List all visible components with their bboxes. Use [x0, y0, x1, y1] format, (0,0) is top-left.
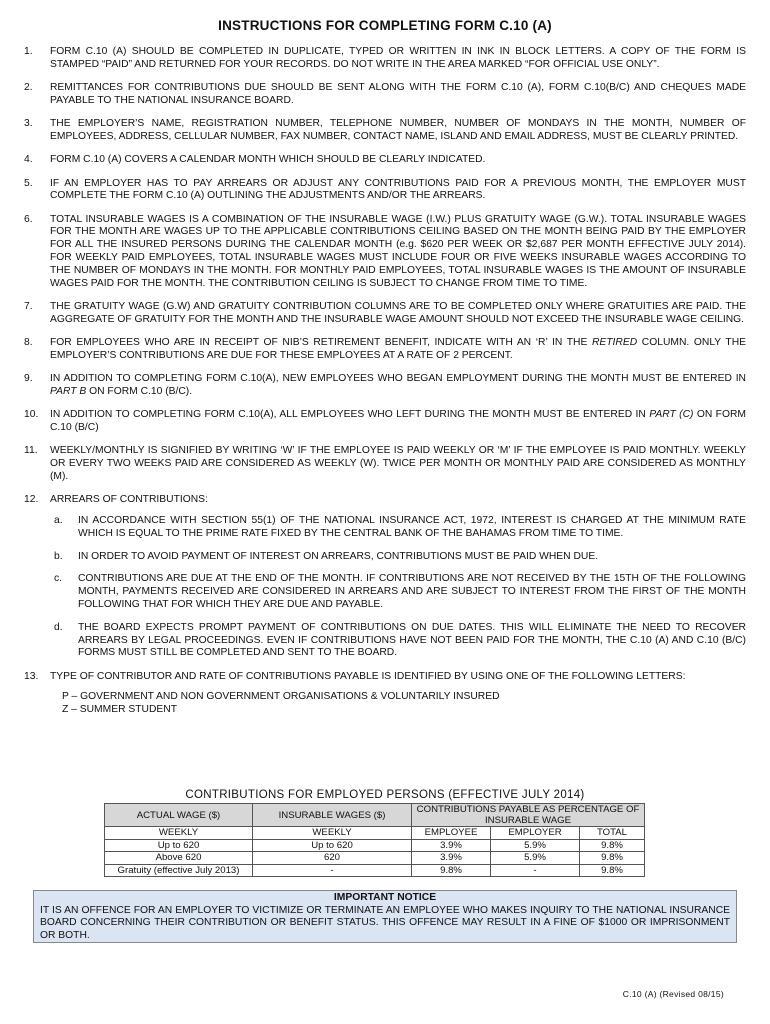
item-number: 8. — [24, 337, 33, 349]
item-text: TOTAL INSURABLE WAGES IS A COMBINATION OF THE INSURABLE WAGE (I.W.) PLUS GRATUITY WAGE (G.W.). TOTAL INSURABLE WAGES FOR THE MONTH ARE WAGES UP TO THE APPLICABLE CONTRIBUTIONS CEILING BASED ON THE MONTH BEING PAID BY THE EMPLOYER FOR ALL THE INSURED PERSONS DURING THE CALENDAR MONTH (e.g. $620 PER WEEK OR $2,687 PER MONTH EFFECTIVE JULY 2014). FOR WEEKLY PAID EMPLOYEES, TOTAL INSURABLE WAGES MUST INCLUDE FOUR OR FIVE WEEKS INSURABLE WAGES ACCORDING TO THE NUMBER OF MONDAYS IN THE MONTH. FOR MONTHLY PAID EMPLOYEES, TOTAL INSURABLE WAGES IS THE AMOUNT OF INSURABLE WAGES PAID FOR THE MONTH. THE CONTRIBUTION CEILING IS SUBJECT TO CHANGE FROM TIME TO TIME. — [50, 213, 746, 289]
table-cell: 5.9% — [491, 839, 580, 852]
item-text: REMITTANCES FOR CONTRIBUTIONS DUE SHOULD BE SENT ALONG WITH THE FORM C.10 (A), FORM C.10(B/C) AND CHEQUES MADE PAYABLE TO THE NATIONAL INSURANCE BOARD. — [50, 82, 746, 106]
table-cell: Up to 620 — [105, 839, 253, 852]
table-cell: 9.8% — [580, 852, 645, 865]
sub-item-letter: d. — [54, 621, 63, 633]
page-title: INSTRUCTIONS FOR COMPLETING FORM C.10 (A) — [218, 18, 552, 33]
sub-item-text: IN ACCORDANCE WITH SECTION 55(1) OF THE NATIONAL INSURANCE ACT, 1972, INTEREST IS CHARGED AT THE MINIMUM RATE WHICH IS EQUAL TO THE PRIME RATE FIXED BY THE CENTRAL BANK OF THE BAHAMAS FROM TIME TO TIME. — [78, 515, 746, 539]
instruction-item — [24, 494, 746, 660]
sub-item — [50, 573, 746, 611]
instruction-item — [24, 178, 746, 204]
item-number: 7. — [24, 300, 33, 312]
sub-item-letter: c. — [54, 573, 63, 585]
table-row — [105, 852, 645, 865]
table-cell: Above 620 — [105, 852, 253, 865]
sub-item-text: IN ORDER TO AVOID PAYMENT OF INTEREST ON ARREARS, CONTRIBUTIONS MUST BE PAID WHEN DUE. — [78, 550, 599, 562]
instruction-item — [24, 301, 746, 327]
item-number: 6. — [24, 213, 33, 225]
header-contributions-payable: CONTRIBUTIONS PAYABLE AS PERCENTAGE OF INSURABLE WAGE — [412, 804, 645, 827]
item-text: THE EMPLOYER’S NAME, REGISTRATION NUMBER, TELEPHONE NUMBER, NUMBER OF MONDAYS IN THE MONTH, NUMBER OF EMPLOYEES, ADDRESS, CELLULAR NUMBER, FAX NUMBER, CONTACT NAME, ISLAND AND EMAIL ADDRESS, MUST BE CLEARLY PRINTED. — [50, 118, 746, 142]
item-emphasis: RETIRED — [591, 337, 638, 349]
instruction-item — [24, 373, 746, 399]
item-text: FORM C.10 (A) SHOULD BE COMPLETED IN DUPLICATE, TYPED OR WRITTEN IN INK IN BLOCK LETTERS. A COPY OF THE FORM IS STAMPED “PAID” AND RETURNED FOR YOUR RECORDS. DO NOT WRITE IN THE AREA MARKED “FOR OFFICIAL USE ONLY”. — [50, 46, 746, 70]
subheader-cell: WEEKLY — [253, 827, 412, 840]
item-number: 2. — [24, 82, 33, 94]
notice-heading: IMPORTANT NOTICE — [333, 892, 437, 903]
instruction-item — [24, 671, 746, 717]
item-text: TYPE OF CONTRIBUTOR AND RATE OF CONTRIBUTIONS PAYABLE IS IDENTIFIED BY USING ONE OF THE FOLLOWING LETTERS: — [50, 670, 686, 682]
contributor-types — [62, 691, 746, 716]
table-cell: Gratuity (effective July 2013) — [105, 864, 253, 877]
contributor-type: P – GOVERNMENT AND NON GOVERNMENT ORGANISATIONS & VOLUNTARILY INSURED — [62, 691, 500, 703]
instruction-item — [24, 118, 746, 144]
sub-item-text: CONTRIBUTIONS ARE DUE AT THE END OF THE MONTH. IF CONTRIBUTIONS ARE NOT RECEIVED BY THE 15TH OF THE FOLLOWING MONTH, PAYMENTS RECEIVED ARE CONSIDERED IN ARREARS AND ARE SUBJECT TO INTEREST FROM THE FIRST OF THE MONTH FOLLOWING THAT FOR WHICH THEY ARE DUE AND PAYABLE. — [78, 573, 746, 610]
sub-item — [50, 515, 746, 541]
form-revision-footer: C.10 (A) (Revised 08/15) — [622, 989, 724, 999]
table-row — [105, 864, 645, 877]
arrears-sublist — [50, 515, 746, 660]
table-cell: 9.8% — [412, 864, 491, 877]
subheader-cell: EMPLOYER — [491, 827, 580, 840]
item-text: FOR EMPLOYEES WHO ARE IN RECEIPT OF NIB’S RETIREMENT BENEFIT, INDICATE WITH AN ‘R’ IN THE — [50, 337, 592, 349]
table-cell: 5.9% — [491, 852, 580, 865]
table-cell: 9.8% — [580, 864, 645, 877]
item-number: 11. — [24, 445, 38, 457]
sub-item — [50, 551, 746, 564]
table-cell: - — [253, 864, 412, 877]
item-number: 3. — [24, 118, 33, 130]
sub-item-text: THE BOARD EXPECTS PROMPT PAYMENT OF CONTRIBUTIONS ON DUE DATES. THIS WILL ELIMINATE THE NEED TO RECOVER ARREARS BY LEGAL PROCEEDINGS. EVEN IF CONTRIBUTIONS HAVE NOT BEEN PAID FOR THE MONTH, THE C.10 (A) AND C.10 (B/C) FORMS MUST STILL BE COMPLETED AND SENT TO THE BOARD. — [78, 621, 746, 659]
table-cell: 9.8% — [580, 839, 645, 852]
item-text: IN ADDITION TO COMPLETING FORM C.10(A), NEW EMPLOYEES WHO BEGAN EMPLOYMENT DURING THE MONTH MUST BE ENTERED IN — [50, 373, 746, 385]
item-text: IN ADDITION TO COMPLETING FORM C.10(A), ALL EMPLOYEES WHO LEFT DURING THE MONTH MUST BE ENTERED IN — [50, 409, 650, 421]
table-cell: Up to 620 — [253, 839, 412, 852]
item-number: 13. — [24, 670, 39, 682]
header-insurable-wages: INSURABLE WAGES ($) — [253, 804, 412, 827]
instruction-item — [24, 409, 746, 435]
item-number: 1. — [24, 46, 33, 57]
subheader-cell: EMPLOYEE — [412, 827, 491, 840]
table-cell: 3.9% — [412, 839, 491, 852]
item-number: 5. — [24, 177, 33, 189]
instruction-item — [24, 214, 746, 291]
important-notice — [33, 890, 737, 943]
rates-table — [104, 803, 645, 877]
rates-table-title: CONTRIBUTIONS FOR EMPLOYED PERSONS (EFFECTIVE JULY 2014) — [185, 789, 585, 801]
item-text-cont: COLUMN. ONLY THE EMPLOYER’S CONTRIBUTIONS ARE DUE FOR THESE EMPLOYEES AT A RATE OF 2 PERCENT. — [50, 337, 747, 361]
instruction-item — [24, 46, 746, 72]
item-text: IF AN EMPLOYER HAS TO PAY ARREARS OR ADJUST ANY CONTRIBUTIONS PAID FOR A PREVIOUS MONTH, THE EMPLOYER MUST COMPLETE THE FORM C.10 (A) OUTLINING THE ADJUSTMENTS AND/OR THE ARREARS. — [50, 177, 746, 202]
item-text-cont: ON FORM C.10 (B/C) — [50, 409, 746, 434]
item-text: FORM C.10 (A) COVERS A CALENDAR MONTH WHICH SHOULD BE CLEARLY INDICATED. — [50, 154, 486, 166]
header-actual-wage: ACTUAL WAGE ($) — [105, 804, 253, 827]
item-text-cont: ON FORM C.10 (B/C). — [86, 385, 193, 397]
subheader-cell: TOTAL — [580, 827, 645, 840]
instructions-list — [24, 46, 746, 727]
instruction-item — [24, 82, 746, 108]
item-emphasis: PART (C) — [649, 409, 694, 421]
notice-body: IT IS AN OFFENCE FOR AN EMPLOYER TO VICTIMIZE OR TERMINATE AN EMPLOYEE WHO MAKES INQUIRY TO THE NATIONAL INSURANCE BOARD CONCERNING THEIR CONTRIBUTION OR BENEFIT STATUS. THIS OFFENCE MAY RESULT IN A FINE OF $1000 OR IMPRISONMENT OR BOTH. — [40, 904, 730, 941]
item-text: ARREARS OF CONTRIBUTIONS: — [50, 494, 208, 506]
instruction-item — [24, 337, 746, 363]
table-cell: 620 — [253, 852, 412, 865]
item-number: 10. — [24, 409, 39, 421]
table-cell: 3.9% — [412, 852, 491, 865]
item-number: 4. — [24, 154, 33, 166]
instruction-item — [24, 445, 746, 483]
instruction-item — [24, 154, 746, 167]
item-emphasis: PART B — [50, 385, 87, 397]
item-text: THE GRATUITY WAGE (G.W) AND GRATUITY CONTRIBUTION COLUMNS ARE TO BE COMPLETED ONLY WHERE GRATUITIES ARE PAID. THE AGGREGATE OF GRATUITY FOR THE MONTH AND THE INSURABLE WAGE AMOUNT SHOULD NOT EXCEED THE INSURABLE WAGE CEILING. — [50, 300, 746, 325]
subheader-cell: WEEKLY — [105, 827, 253, 840]
table-row — [105, 839, 645, 852]
sub-item-letter: a. — [54, 515, 63, 527]
item-text: WEEKLY/MONTHLY IS SIGNIFIED BY WRITING ‘W’ IF THE EMPLOYEE IS PAID WEEKLY OR ‘M’ IF THE EMPLOYEE IS PAID MONTHLY. WEEKLY OR EVERY TWO WEEKS PAID ARE CONSIDERED AS WEEKLY (W). TWICE PER MONTH OR MONTHLY PAID ARE CONSIDERED AS MONTHLY (M). — [50, 445, 746, 482]
table-cell: - — [491, 864, 580, 877]
item-number: 12. — [24, 494, 39, 506]
sub-item — [50, 622, 746, 660]
item-number: 9. — [24, 373, 33, 385]
contributor-type: Z – SUMMER STUDENT — [62, 704, 177, 716]
sub-item-letter: b. — [54, 550, 63, 562]
